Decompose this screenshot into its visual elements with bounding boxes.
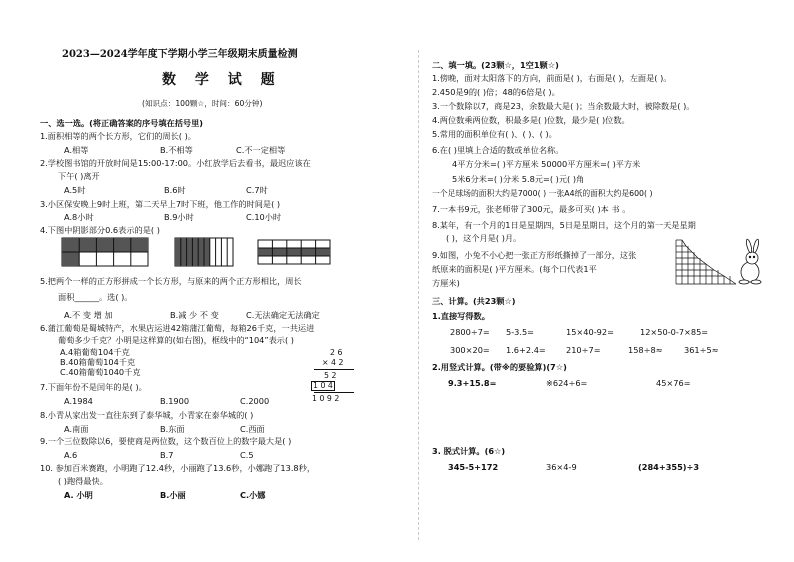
fill-6-row-1: 4平方分米=( )平方厘米 50000平方厘米=( )平方米 — [452, 159, 641, 169]
q8-option-c: C.西面 — [240, 424, 265, 434]
question-5-line-1: 5.把两个一样的正方形拼成一个长方形，与原来的两个正方形相比，周长 — [40, 276, 302, 286]
fill-9-line-1: 9.如图，小兔不小心把一张正方形纸撕掉了一部分，这张 — [432, 250, 637, 260]
q2-option-c: C.7时 — [246, 185, 268, 195]
question-1: 1.面积相等的两个长方形，它们的周长( )。 — [40, 131, 196, 141]
q7-option-b: B.1900 — [160, 396, 190, 406]
q10-option-c: C.小娜 — [240, 490, 266, 500]
question-6-line-2: 葡萄多少千克？小明是这样算的(如右图)，框线中的“104”表示( ) — [58, 335, 294, 345]
q1-option-a: A.相等 — [64, 145, 89, 155]
calc-1-r2-a: 300×20= — [450, 345, 490, 355]
calc-2-c: 45×76= — [656, 378, 691, 388]
q8-option-b: B.东面 — [160, 424, 185, 434]
section-3-heading: 三、计算。(共23颗☆) — [432, 296, 516, 306]
q5-option-b: B.减 少 不 变 — [170, 310, 219, 320]
calc-2-b: ※624÷6= — [546, 378, 588, 388]
question-3: 3.小区保安晚上9时上班，第二天早上7时下班，他工作的时间是( ) — [40, 199, 281, 209]
question-2-line-1: 2.学校图书馆的开放时间是15:00-17:00。小红放学后去看书，最迟应该在 — [40, 158, 311, 168]
q2-option-a: A.5时 — [64, 185, 86, 195]
fill-9-line-2: 纸原来的面积是( )平方厘米。(每个口代表1平 — [432, 264, 597, 274]
question-8: 8.小青从家出发一直往东到了泰华城，小青家在泰华城的( ) — [40, 410, 254, 420]
calc-1-r2-c: 210÷7= — [566, 345, 601, 355]
fill-6-row-2: 5米6分米=( )分米 5.8元=( )元( )角 — [452, 174, 585, 184]
q7-option-c: C.2000 — [240, 396, 270, 406]
fill-9-line-3: 方厘米) — [432, 278, 460, 288]
q6-option-b: B.40箱葡萄104千克 — [60, 357, 136, 367]
question-4: 4.下图中阴影部分0.6表示的是( ) — [40, 225, 160, 235]
calc-1-r1-d: 12×50-0-7×85= — [640, 327, 709, 337]
fill-2: 2.450是9的( )倍；48的6倍是( )。 — [432, 87, 560, 97]
fill-5: 5.常用的面积单位有( )、( )、( )。 — [432, 129, 557, 139]
mult-line-1 — [314, 369, 354, 370]
mult-row-4: 1 0 4 — [313, 381, 333, 390]
fill-4: 4.两位数乘两位数，积最多是( )位数，最少是( )位数。 — [432, 115, 630, 125]
mult-row-3: 5 2 — [324, 371, 337, 380]
exam-note: (知识点：100颗☆，时间：60分钟) — [142, 99, 263, 108]
rabbit-icon — [739, 239, 761, 284]
fill-6: 6.在( )里填上合适的数或单位名称。 — [432, 145, 564, 155]
q8-option-a: A.南面 — [64, 424, 89, 434]
fill-8-line-1: 8.某年，有一个月的1日是星期四，5日是星期日，这个月的第一天是星期 — [432, 220, 696, 230]
calc-3-c: (284+355)÷3 — [638, 462, 700, 472]
question-6-line-1: 6.蒲江葡萄是蜀城特产，水果店运进42箱蒲江葡萄，每箱26千克，一共运进 — [40, 323, 315, 333]
question-5-line-2: 面积______。选( )。 — [58, 292, 133, 302]
calc-3-b: 36×4-9 — [546, 462, 577, 472]
q6-option-a: A.4箱葡萄104千克 — [60, 347, 130, 357]
calc-3-a: 345-5+172 — [448, 462, 499, 472]
calc-1-r2-d: 158÷8≈ — [628, 345, 663, 355]
q9-option-b: B.7 — [160, 450, 174, 460]
q9-option-a: A.6 — [64, 450, 78, 460]
torn-square-grid-figure — [676, 236, 768, 286]
q10-option-b: B.小丽 — [160, 490, 186, 500]
q9-option-c: C.5 — [240, 450, 254, 460]
section-2-heading: 二、填一填。(23颗☆，1空1颗☆) — [432, 60, 559, 70]
subject-title: 数 学 试 题 — [162, 72, 282, 88]
calc-2-heading: 2.用竖式计算。(带※的要验算)(7☆) — [432, 362, 567, 372]
q4-figure-b — [175, 238, 233, 266]
question-10-line-2: ( )跑得最快。 — [58, 476, 108, 486]
q3-option-b: B.9小时 — [164, 212, 194, 222]
q3-option-c: C.10小时 — [246, 212, 282, 222]
question-9: 9.一个三位数除以6，要使商是两位数，这个数百位上的数字最大是( ) — [40, 436, 292, 446]
mult-line-2 — [314, 392, 354, 393]
calc-2-a: 9.3+15.8= — [448, 378, 497, 388]
question-2-line-2: 下午( )离开 — [58, 171, 100, 181]
q6-option-c: C.40箱葡萄1040千克 — [60, 367, 141, 377]
calc-1-r1-c: 15×40-92= — [566, 327, 614, 337]
calc-1-r2-e: 361÷5≈ — [684, 345, 719, 355]
column-divider — [418, 50, 420, 540]
q3-option-a: A.8小时 — [64, 212, 94, 222]
exam-title: 2023—2024学年度下学期小学三年级期末质量检测 — [62, 49, 298, 60]
mult-row-5: 1 0 9 2 — [312, 394, 340, 403]
q1-option-b: B.不相等 — [160, 145, 193, 155]
q5-option-c: C.无法确定无法确定 — [246, 310, 320, 320]
calc-1-r1-a: 2800÷7= — [450, 327, 490, 337]
fill-1: 1.傍晚，面对太阳落下的方向，前面是( )，右面是( )，左面是( )。 — [432, 73, 672, 83]
fill-3: 3.一个数除以7，商是23，余数最大是( )；当余数最大时，被除数是( )。 — [432, 101, 695, 111]
fill-8-line-2: ( )，这个月是( )月。 — [446, 233, 522, 243]
q4-figure-a — [62, 238, 148, 266]
q1-option-c: C.不一定相等 — [236, 145, 286, 155]
mult-row-2: × 4 2 — [322, 358, 344, 367]
q5-option-a: A.不 变 增 加 — [64, 310, 113, 320]
fill-7: 7.一本书9元，张老师带了300元，最多可买( )本 书 。 — [432, 204, 631, 214]
q4-figure-c — [258, 240, 330, 264]
calc-1-r1-b: 5-3.5= — [506, 327, 535, 337]
section-1-heading: 一、选一选。(将正确答案的序号填在括号里) — [40, 118, 204, 128]
q7-option-a: A.1984 — [64, 396, 93, 406]
calc-1-r2-b: 1.6+2.4= — [506, 345, 546, 355]
fill-6-row-3: 一个足球场的面积大约是7000( ) 一张A4纸的面积大约是600( ) — [432, 189, 653, 198]
question-10-line-1: 10. 参加百米赛跑，小明跑了12.4秒，小丽跑了13.6秒，小娜跑了13.8秒， — [40, 463, 316, 473]
calc-3-heading: 3. 脱式计算。(6☆) — [432, 446, 506, 456]
question-7: 7.下面年份不是闰年的是( )。 — [40, 382, 147, 392]
q2-option-b: B.6时 — [164, 185, 186, 195]
mult-row-1: 2 6 — [330, 348, 343, 357]
calc-1-heading: 1.直接写得数。 — [432, 311, 490, 321]
q10-option-a: A. 小明 — [64, 490, 93, 500]
